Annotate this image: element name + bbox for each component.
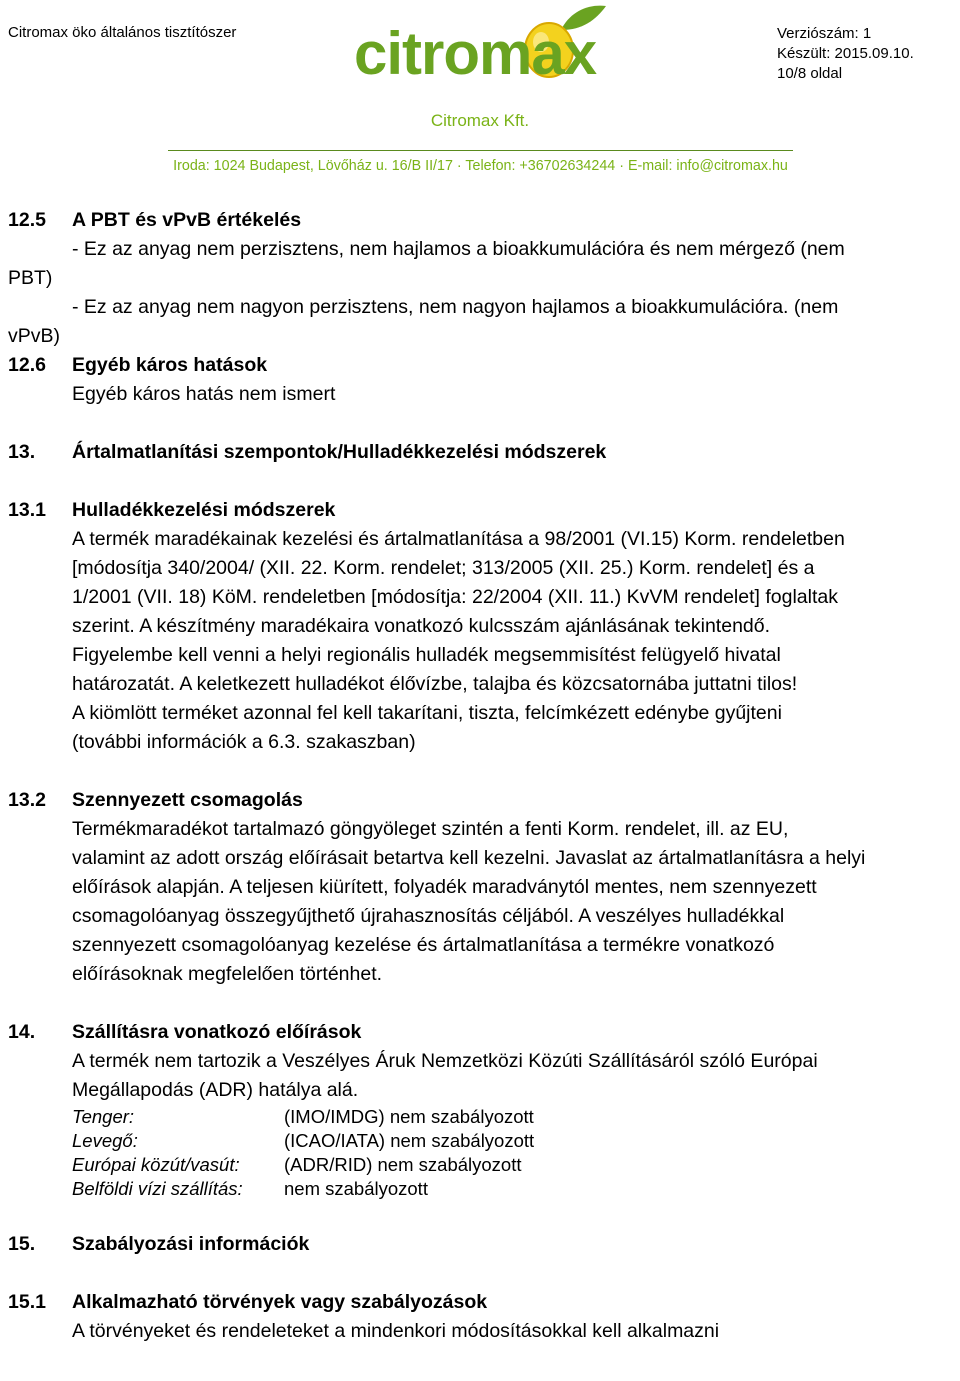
header-meta (777, 24, 914, 84)
text-line: vPvB) (8, 325, 61, 347)
text-line: előírásoknak megfelelően történhet. (72, 963, 383, 985)
text-line: - Ez az anyag nem nagyon perzisztens, nem nagyon hajlamos a bioakkumulációra. (nem (72, 296, 839, 318)
text-line: 1/2001 (VII. 18) KöM. rendeletben [módosítja: 22/2004 (XII. 11.) KvVM rendelet] foglaltak (72, 586, 838, 608)
section-title: Ártalmatlanítási szempontok/Hulladékkezelési módszerek (72, 441, 607, 463)
section-14 (8, 1018, 960, 1201)
header-divider (168, 150, 793, 151)
section-title: Szabályozási információk (72, 1233, 310, 1255)
transport-label-sea: Tenger: (72, 1106, 135, 1127)
company-address: Iroda: 1024 Budapest, Lövőház u. 16/B II/17 · Telefon: +36702634244 · E-mail: info@citromax.hu (173, 158, 788, 174)
transport-value-inland-water: nem szabályozott (284, 1178, 428, 1199)
section-12-5 (8, 206, 960, 264)
text-line: szennyezett csomagolóanyag kezelése és ártalmatlanítása a termékre vonatkozó (72, 934, 775, 956)
section-12-6 (8, 351, 960, 409)
transport-label-road-rail: Európai közút/vasút: (72, 1154, 240, 1175)
text-line: valamint az adott ország előírásait betartva kell kezelni. Javaslat az ártalmatlanításra a helyi (72, 847, 866, 869)
text-line: szerint. A készítmény maradékaira vonatkozó kulcsszám ajánlásának tekintendő. (72, 615, 771, 637)
logo-wordmark: citromax (354, 20, 597, 87)
created-date: Készült: 2015.09.10. (777, 45, 914, 62)
text-line: A termék nem tartozik a Veszélyes Áruk Nemzetközi Közúti Szállításáról szóló Európai (72, 1050, 818, 1072)
section-number: 13. (8, 441, 36, 463)
text-line: Egyéb káros hatás nem ismert (72, 383, 336, 405)
transport-label-inland-water: Belföldi vízi szállítás: (72, 1178, 243, 1199)
section-number: 15.1 (8, 1291, 46, 1313)
section-title: Egyéb káros hatások (72, 354, 268, 376)
transport-value-road-rail: (ADR/RID) nem szabályozott (284, 1154, 522, 1175)
text-line: Termékmaradékot tartalmazó göngyöleget szintén a fenti Korm. rendelet, ill. az EU, (72, 818, 789, 840)
section-title: Alkalmazható törvények vagy szabályozások (72, 1291, 488, 1313)
text-line: Megállapodás (ADR) hatálya alá. (72, 1079, 359, 1101)
text-line: (további információk a 6.3. szakaszban) (72, 731, 416, 753)
text-line: A termék maradékainak kezelési és ártalmatlanítása a 98/2001 (VI.15) Korm. rendeletben (72, 528, 845, 550)
document-body (8, 206, 960, 1346)
header-product-name: Citromax öko általános tisztítószer (8, 24, 237, 41)
section-13 (8, 438, 960, 467)
section-number: 14. (8, 1021, 36, 1043)
section-number: 15. (8, 1233, 36, 1255)
text-line: Figyelembe kell venni a helyi regionális hulladék megsemmisítést felügyelő hivatal (72, 644, 781, 666)
section-number: 13.1 (8, 499, 46, 521)
transport-value-sea: (IMO/IMDG) nem szabályozott (284, 1106, 534, 1127)
section-13-2 (8, 786, 960, 989)
text-line: előírások alapján. A teljesen kiürített, folyadék maradványtól mentes, nem szennyezett (72, 876, 817, 898)
transport-label-air: Levegő: (72, 1130, 138, 1151)
text-line: PBT) (8, 267, 53, 289)
transport-value-air: (ICAO/IATA) nem szabályozott (284, 1130, 535, 1151)
section-15 (8, 1230, 960, 1259)
citromax-logo (350, 0, 610, 100)
section-number: 13.2 (8, 789, 46, 811)
section-title: Szállításra vonatkozó előírások (72, 1021, 362, 1043)
section-title: A PBT és vPvB értékelés (72, 209, 302, 231)
transport-table (72, 1105, 960, 1201)
section-15-1 (8, 1288, 960, 1346)
section-number: 12.5 (8, 209, 46, 231)
text-line: - Ez az anyag nem perzisztens, nem hajlamos a bioakkumulációra és nem mérgező (nem (72, 238, 845, 260)
text-line: csomagolóanyag összegyűjthető újrahasznosítás céljából. A veszélyes hulladékkal (72, 905, 785, 927)
section-title: Szennyezett csomagolás (72, 789, 303, 811)
text-line: határozatát. A keletkezett hulladékot élővízbe, talajba és közcsatornába juttatni tilos! (72, 673, 798, 695)
section-number: 12.6 (8, 354, 46, 376)
text-line: A kiömlött terméket azonnal fel kell takarítani, tiszta, felcímkézett edénybe gyűjteni (72, 702, 782, 724)
section-13-1 (8, 496, 960, 757)
section-title: Hulladékkezelési módszerek (72, 499, 336, 521)
text-line: A törvényeket és rendeleteket a mindenkori módosításokkal kell alkalmazni (72, 1320, 720, 1342)
text-line: [módosítja 340/2004/ (XII. 22. Korm. rendelet; 313/2005 (XII. 25.) Korm. rendelet] és a (72, 557, 815, 579)
page-number: 10/8 oldal (777, 65, 843, 82)
version-number: Verziószám: 1 (777, 25, 872, 42)
company-name: Citromax Kft. (430, 111, 530, 130)
